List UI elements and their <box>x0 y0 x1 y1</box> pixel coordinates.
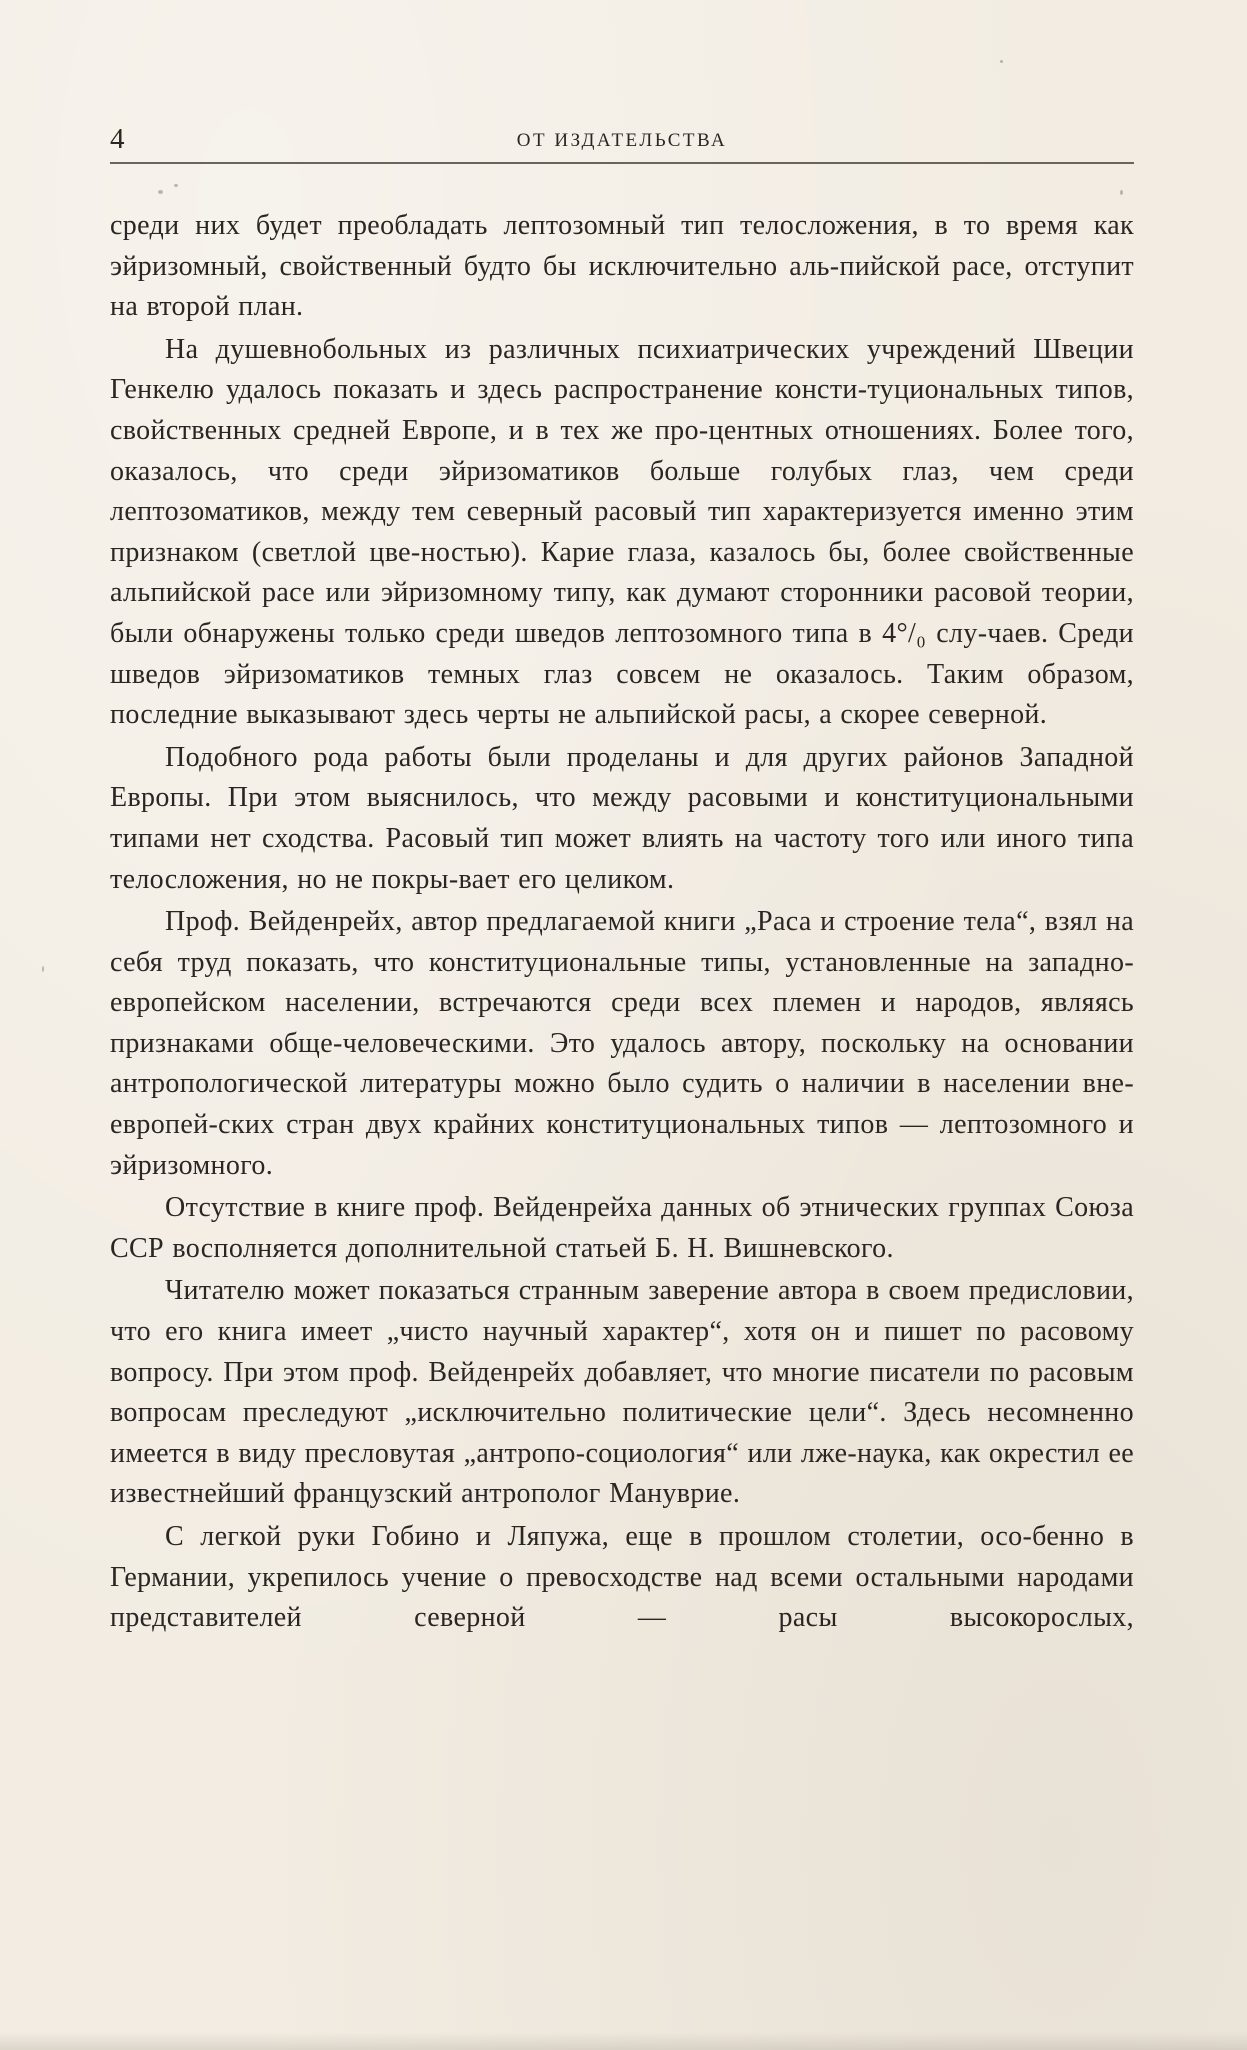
paper-speck <box>42 966 44 972</box>
paper-speck <box>1120 190 1123 195</box>
page-bottom-edge <box>0 2032 1247 2050</box>
paper-speck <box>1000 60 1003 63</box>
paper-speck <box>174 184 178 187</box>
paragraph-2: На душевнобольных из различных психиатрических учреждений Швеции Генкелю удалось показать и здесь распространение консти-туциональных типов, свойственных средней Европе, и в тех же про-центных отношениях. Более того, оказалось, что среди эйризоматиков больше голубых глаз, чем среди лептозоматиков, между тем северный расовый тип характеризуется именно этим признаком (светлой цве-ностью). Карие глаза, казалось бы, более свойственные альпийской расе или эйризомному типу, как думают сторонники расовой теории, были обнаружены только среди шведов лептозомного типа в 4°/₀ слу-чаев. Среди шведов эйризоматиков темных глаз совсем не оказалось. Таким образом, последние выказывают здесь черты не альпийской расы, а скорее северной. <box>110 333 1134 731</box>
paper-speck <box>158 190 163 194</box>
paragraph-4: Проф. Вейденрейх, автор предлагаемой книги „Раса и строение тела“, взял на себя труд показать, что конституциональные типы, установленные на западно-европейском населении, встречаются среди всех племен и народов, являясь признаками обще-человеческими. Это удалось автору, поскольку на основании антропологической литературы можно было судить о наличии в населении вне-европей-ских стран двух крайних конституциональных типов — лептозомного и эйризомного. <box>110 906 1134 1181</box>
paragraph-5: Отсутствие в книге проф. Вейденрейха данных об этнических группах Союза ССР восполняется дополнительной статьей Б. Н. Вишневского. <box>110 1192 1134 1264</box>
paragraph-7: С легкой руки Гобино и Ляпужа, еще в прошлом столетии, осо-бенно в Германии, укрепилось учение о превосходстве над всеми остальными народами представителей северной — расы высокорослых, <box>110 1521 1134 1634</box>
page-number: 4 <box>110 123 125 155</box>
body-text <box>110 206 1134 1641</box>
paragraph-3: Подобного рода работы были проделаны и для других районов Западной Европы. При этом выяснилось, что между расовыми и конституциональными типами нет сходства. Расовый тип может влиять на частоту того или иного типа телосложения, но не покры-вает его целиком. <box>110 741 1134 895</box>
paragraph-6: Читателю может показаться странным заверение автора в своем предисловии, что его книга имеет „чисто научный характер“, хотя он и пишет по расовому вопросу. При этом проф. Вейденрейх добавляет, что многие писатели по расовым вопросам преследуют „исключительно политические цели“. Здесь несомненно имеется в виду пресловутая „антропо-социология“ или лже-наука, как окрестил ее известнейший французский антрополог Мануврие. <box>110 1275 1134 1510</box>
paragraph-1: среди них будет преобладать лептозомный тип телосложения, в то время как эйризомный, свойственный будто бы исключительно аль-пийской расе, отступит на второй план. <box>110 210 1134 323</box>
running-head: ОТ ИЗДАТЕЛЬСТВА <box>516 130 728 151</box>
page-header <box>110 122 1134 164</box>
